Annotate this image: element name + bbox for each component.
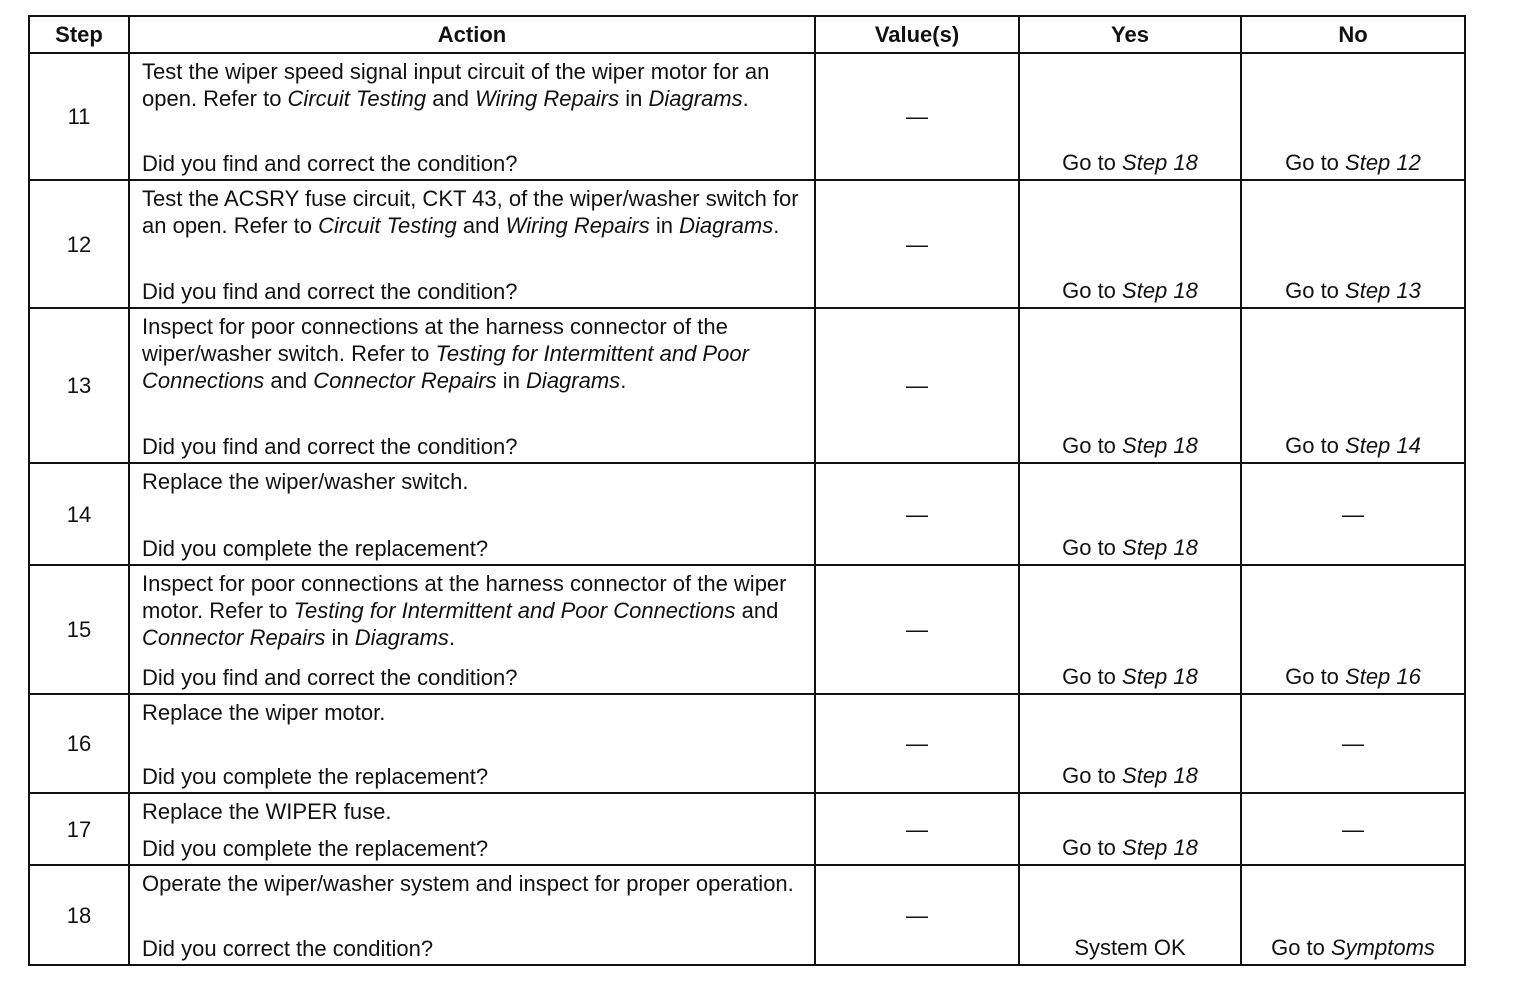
action-text: Test the ACSRY fuse circuit, CKT 43, of the wiper/washer switch for an open. Refer to [142,186,799,238]
yes-step-reference: Step 18 [1122,433,1198,458]
yes-text: Go to [1062,763,1123,788]
no-text: — [1342,501,1364,527]
action-reference: Wiring Repairs [475,86,620,111]
action-cell [129,865,815,965]
table-row [29,53,1465,180]
no-step-reference: Step 12 [1345,150,1421,175]
action-instruction [142,798,804,825]
action-cell [129,53,815,180]
action-cell [129,694,815,793]
action-reference: Diagrams [648,86,743,111]
no-cell [1241,53,1465,180]
action-reference: Diagrams [354,625,449,650]
action-instruction [142,570,804,651]
yes-step-reference: Step 18 [1122,664,1198,689]
action-text: and [264,368,314,393]
action-text: Test the wiper speed signal input circuit of the wiper motor for an open. Refer to [142,59,770,111]
header-action: Action [129,16,815,53]
yes-text: Go to [1062,433,1123,458]
table-row [29,565,1465,694]
action-instruction [142,313,804,394]
action-question: Did you find and correct the condition? [142,279,518,304]
yes-cell [1019,565,1241,694]
action-reference: Testing for Intermittent and Poor Connections [293,598,736,623]
action-reference: Testing for Intermittent and Poor Connections [142,341,749,393]
value-cell: — [815,793,1019,865]
no-cell [1241,463,1465,565]
header-values: Value(s) [815,16,1019,53]
value-cell: — [815,865,1019,965]
step-number: 13 [29,308,129,463]
no-cell [1241,308,1465,463]
action-content [142,870,804,964]
action-text: in [649,213,680,238]
value-cell: — [815,308,1019,463]
action-reference: Connector Repairs [142,625,326,650]
yes-step-reference: Step 18 [1122,150,1198,175]
step-number: 16 [29,694,129,793]
no-cell [1241,793,1465,865]
yes-text: Go to [1062,664,1123,689]
action-text: and [735,598,779,623]
yes-cell [1019,180,1241,308]
yes-text: Go to [1062,835,1123,860]
yes-cell [1019,793,1241,865]
action-content [142,58,804,179]
action-cell [129,565,815,694]
action-text: . [448,625,456,650]
action-text: . [620,368,627,393]
action-text: Replace the wiper/washer switch. [142,469,469,494]
yes-text: Go to [1062,535,1123,560]
action-text: . [742,86,749,111]
action-reference: Circuit Testing [318,213,457,238]
no-text: Go to [1285,433,1346,458]
yes-cell [1019,463,1241,565]
header-yes: Yes [1019,16,1241,53]
yes-text: Go to [1062,278,1123,303]
action-content [142,798,804,864]
action-cell [129,463,815,565]
action-content [142,185,804,307]
diagnostic-table [28,15,1466,966]
action-instruction [142,870,804,897]
action-reference: Connector Repairs [313,368,497,393]
action-reference: Circuit Testing [287,86,427,111]
step-number: 11 [29,53,129,180]
action-text: . [773,213,780,238]
action-content [142,570,804,693]
yes-text: Go to [1062,150,1123,175]
table-row [29,793,1465,865]
header-step: Step [29,16,129,53]
no-cell [1241,565,1465,694]
action-question: Did you find and correct the condition? [142,151,518,176]
action-cell [129,180,815,308]
action-text: in [496,368,527,393]
table-row [29,463,1465,565]
yes-cell [1019,865,1241,965]
action-content [142,468,804,564]
action-question: Did you correct the condition? [142,936,434,961]
no-cell [1241,865,1465,965]
header-no: No [1241,16,1465,53]
action-text: Replace the wiper motor. [142,700,386,725]
action-cell [129,793,815,865]
action-question: Did you find and correct the condition? [142,665,518,690]
table-row [29,865,1465,965]
value-cell: — [815,53,1019,180]
no-text: — [1342,816,1364,842]
yes-step-reference: Step 18 [1122,278,1198,303]
no-step-reference: Step 14 [1345,433,1421,458]
no-cell [1241,694,1465,793]
value-cell: — [815,694,1019,793]
table-body [29,53,1465,965]
yes-step-reference: Step 18 [1122,763,1198,788]
no-step-reference: Symptoms [1331,935,1435,960]
table-row [29,694,1465,793]
action-instruction [142,699,804,726]
action-cell [129,308,815,463]
action-text: Inspect for poor connections at the harness connector of the wiper/washer switch. Refer to [142,314,728,366]
action-instruction [142,468,804,495]
action-question: Did you complete the replacement? [142,836,489,861]
action-content [142,699,804,792]
table-header-row [29,16,1465,53]
table-row [29,180,1465,308]
value-cell: — [815,565,1019,694]
yes-cell [1019,53,1241,180]
action-reference: Wiring Repairs [505,213,650,238]
action-instruction [142,185,804,239]
action-text: Replace the WIPER fuse. [142,799,392,824]
action-text: in [619,86,649,111]
action-question: Did you complete the replacement? [142,536,489,561]
action-text: in [325,625,355,650]
action-text: and [456,213,506,238]
action-question: Did you find and correct the condition? [142,434,518,459]
step-number: 17 [29,793,129,865]
step-number: 12 [29,180,129,308]
yes-step-reference: Step 18 [1122,535,1198,560]
table-row [29,308,1465,463]
yes-cell [1019,308,1241,463]
no-text: — [1342,731,1364,756]
action-text: Inspect for poor connections at the harness connector of the wiper motor. Refer to [142,571,787,623]
step-number: 14 [29,463,129,565]
action-reference: Diagrams [526,368,621,393]
action-question: Did you complete the replacement? [142,764,489,789]
action-text: Operate the wiper/washer system and inspect for proper operation. [142,871,794,896]
action-text: and [426,86,476,111]
step-number: 18 [29,865,129,965]
step-number: 15 [29,565,129,694]
no-step-reference: Step 13 [1345,278,1421,303]
no-text: Go to [1285,664,1346,689]
yes-text: System OK [1074,935,1186,960]
action-content [142,313,804,462]
value-cell: — [815,463,1019,565]
no-step-reference: Step 16 [1345,664,1421,689]
diagnostic-table-page [28,15,1466,966]
action-instruction [142,58,804,112]
no-text: Go to [1285,278,1346,303]
yes-step-reference: Step 18 [1122,835,1198,860]
value-cell: — [815,180,1019,308]
yes-cell [1019,694,1241,793]
no-text: Go to [1285,150,1346,175]
action-reference: Diagrams [679,213,774,238]
no-cell [1241,180,1465,308]
no-text: Go to [1271,935,1331,960]
